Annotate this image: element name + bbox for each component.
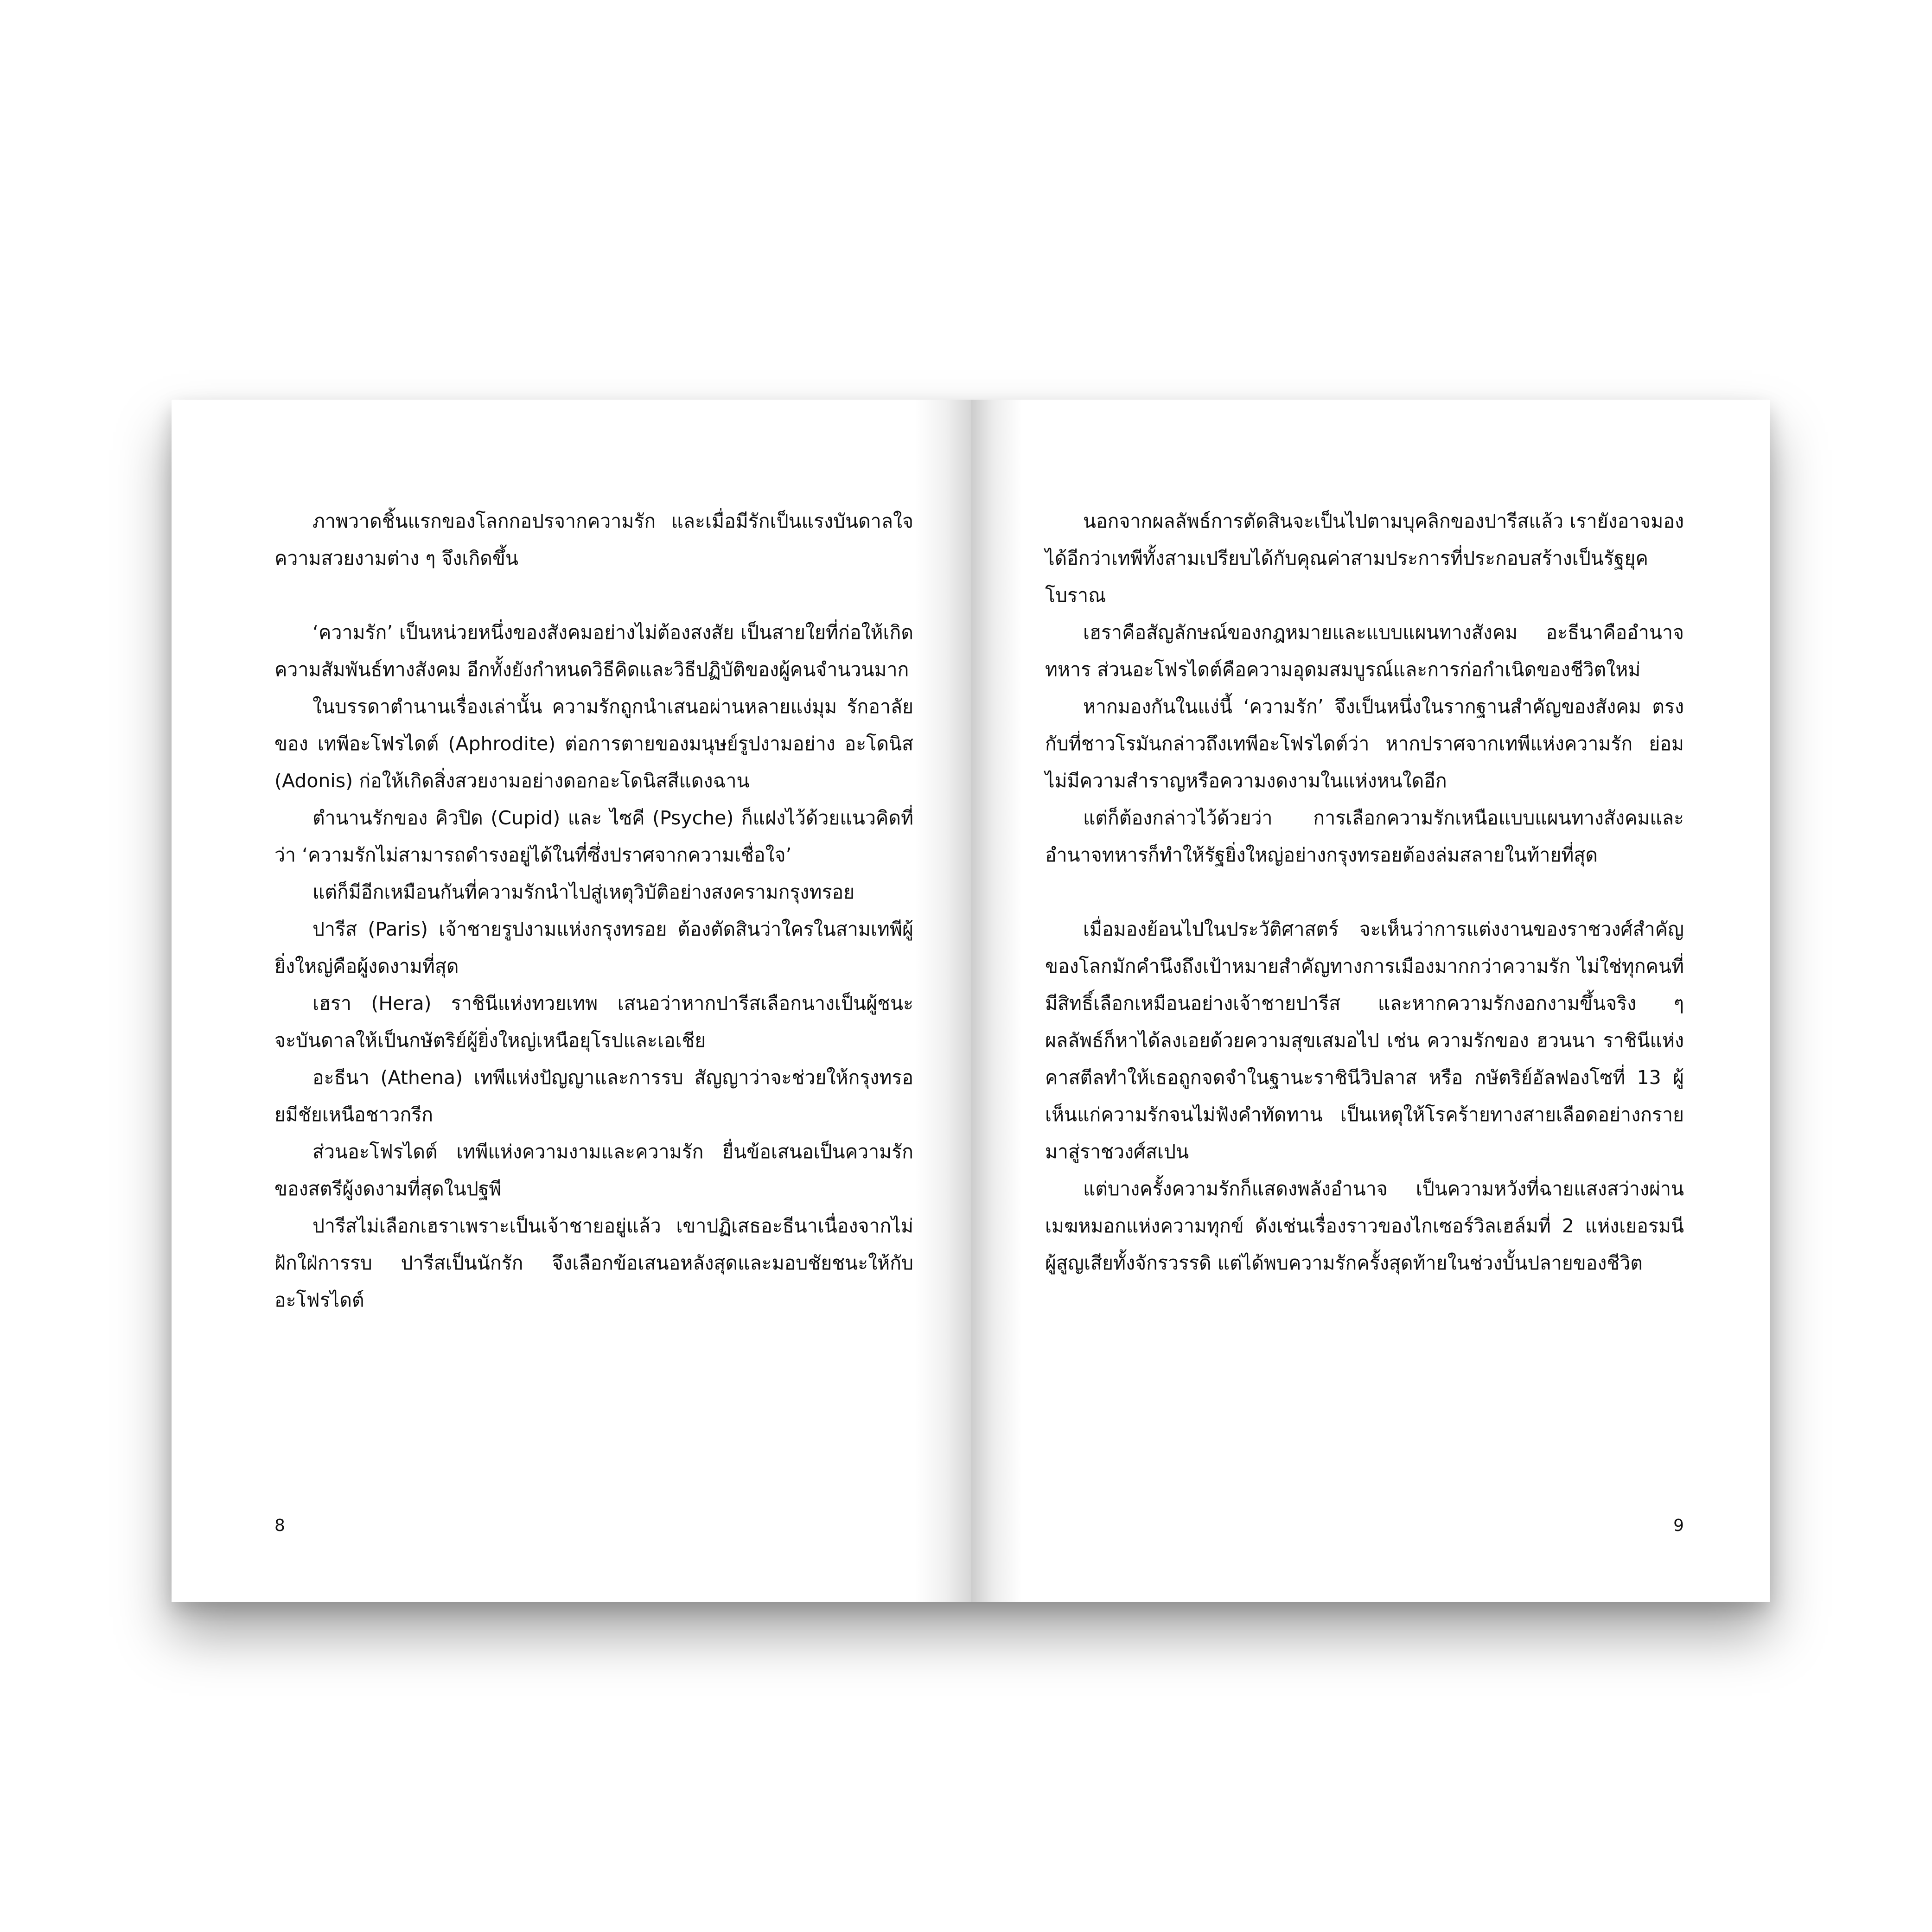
paragraph: เมื่อมองย้อนไปในประวัติศาสตร์ จะเห็นว่าการแต่งงานของราชวงศ์สำคัญของโลกมักคำนึงถึงเป้าหมายสำคัญทางการเมืองมากกว่าความรัก ไม่ใช่ทุกคนที่มีสิทธิ์เลือกเหมือนอย่างเจ้าชายปารีส และหากความรักงอกงามขึ้นจริง ๆ ผลลัพธ์ก็หาได้ลงเอยด้วยความสุขเสมอไป เช่น ความรักของ ฮวนนา ราชินีแห่งคาสตีลทำให้เธอถูกจดจำในฐานะราชินีวิปลาส หรือ กษัตริย์อัลฟองโซที่ 13 ผู้เห็นแก่ความรักจนไม่ฟังคำทัดทาน เป็นเหตุให้โรคร้ายทางสายเลือดอย่างกรายมาสู่ราชวงศ์สเปน [1045,918,1684,1163]
paragraph: ในบรรดาตำนานเรื่องเล่านั้น ความรักถูกนำเสนอผ่านหลายแง่มุม รักอาลัยของ เทพีอะโฟรไดต์ (Aphrodite) ต่อการตายของมนุษย์รูปงามอย่าง อะโดนิส (Adonis) ก่อให้เกิดสิ่งสวยงามอย่างดอกอะโดนิสสีแดงฉาน [274,695,913,792]
paragraph: ภาพวาดชิ้นแรกของโลกกอปรจากความรัก และเมื่อมีรักเป็นแรงบันดาลใจ ความสวยงามต่าง ๆ จึงเกิดขึ้น [274,510,913,569]
paragraph: ปารีส (Paris) เจ้าชายรูปงามแห่งกรุงทรอย ต้องตัดสินว่าใครในสามเทพีผู้ยิ่งใหญ่คือผู้งดงามที่สุด [274,918,913,977]
paragraph: ตำนานรักของ คิวปิด (Cupid) และ ไซคี (Psyche) ก็แฝงไว้ด้วยแนวคิดที่ว่า ‘ความรักไม่สามารถดำรงอยู่ได้ในที่ซึ่งปราศจากความเชื่อใจ’ [274,807,913,866]
left-page [172,400,971,1602]
paragraph: ปารีสไม่เลือกเฮราเพราะเป็นเจ้าชายอยู่แล้ว เขาปฏิเสธอะธีนาเนื่องจากไม่ฝักใฝ่การรบ ปารีสเป็นนักรัก จึงเลือกข้อเสนอหลังสุดและมอบชัยชนะให้กับอะโฟรไดต์ [274,1215,913,1311]
book-spread [172,400,1770,1602]
paragraph: แต่บางครั้งความรักก็แสดงพลังอำนาจ เป็นความหวังที่ฉายแสงสว่างผ่านเมฆหมอกแห่งความทุกข์ ดังเช่นเรื่องราวของไกเซอร์วิลเฮล์มที่ 2 แห่งเยอรมนี ผู้สูญเสียทั้งจักรวรรดิ แต่ได้พบความรักครั้งสุดท้ายในช่วงบั้นปลายของชีวิต [1045,1178,1684,1274]
gutter-shadow-right [971,400,1022,1602]
page-number-right: 9 [1673,1516,1684,1535]
paragraph: แต่ก็ต้องกล่าวไว้ด้วยว่า การเลือกความรักเหนือแบบแผนทางสังคมและอำนาจทหารก็ทำให้รัฐยิ่งใหญ่อย่างกรุงทรอยต้องล่มสลายในท้ายที่สุด [1045,807,1684,866]
right-page [971,400,1770,1602]
paragraph: แต่ก็มีอีกเหมือนกันที่ความรักนำไปสู่เหตุวิบัติอย่างสงครามกรุงทรอย [312,881,855,903]
left-page-body [274,503,913,1319]
page-number-left: 8 [274,1516,285,1535]
gutter-shadow-left [915,400,971,1602]
paragraph: ‘ความรัก’ เป็นหน่วยหนึ่งของสังคมอย่างไม่ต้องสงสัย เป็นสายใยที่ก่อให้เกิดความสัมพันธ์ทางสังคม อีกทั้งยังกำหนดวิธีคิดและวิธีปฏิบัติของผู้คนจำนวนมาก [274,621,913,681]
paragraph: เฮราคือสัญลักษณ์ของกฎหมายและแบบแผนทางสังคม อะธีนาคืออำนาจทหาร ส่วนอะโฟรไดต์คือความอุดมสมบูรณ์และการก่อกำเนิดของชีวิตใหม่ [1045,621,1684,681]
paragraph: อะธีนา (Athena) เทพีแห่งปัญญาและการรบ สัญญาว่าจะช่วยให้กรุงทรอยมีชัยเหนือชาวกรีก [274,1066,913,1126]
paragraph: หากมองกันในแง่นี้ ‘ความรัก’ จึงเป็นหนึ่งในรากฐานสำคัญของสังคม ตรงกับที่ชาวโรมันกล่าวถึงเทพีอะโฟรไดต์ว่า หากปราศจากเทพีแห่งความรัก ย่อมไม่มีความสำราญหรือความงดงามในแห่งหนใดอีก [1045,695,1684,792]
paragraph: เฮรา (Hera) ราชินีแห่งทวยเทพ เสนอว่าหากปารีสเลือกนางเป็นผู้ชนะ จะบันดาลให้เป็นกษัตริย์ผู้ยิ่งใหญ่เหนือยุโรปและเอเชีย [274,992,913,1052]
right-page-body [1045,503,1684,1282]
paragraph: นอกจากผลลัพธ์การตัดสินจะเป็นไปตามบุคลิกของปารีสแล้ว เรายังอาจมองได้อีกว่าเทพีทั้งสามเปรียบได้กับคุณค่าสามประการที่ประกอบสร้างเป็นรัฐยุคโบราณ [1045,510,1684,606]
paragraph: ส่วนอะโฟรไดต์ เทพีแห่งความงามและความรัก ยื่นข้อเสนอเป็นความรักของสตรีผู้งดงามที่สุดในปฐพี [274,1141,913,1200]
